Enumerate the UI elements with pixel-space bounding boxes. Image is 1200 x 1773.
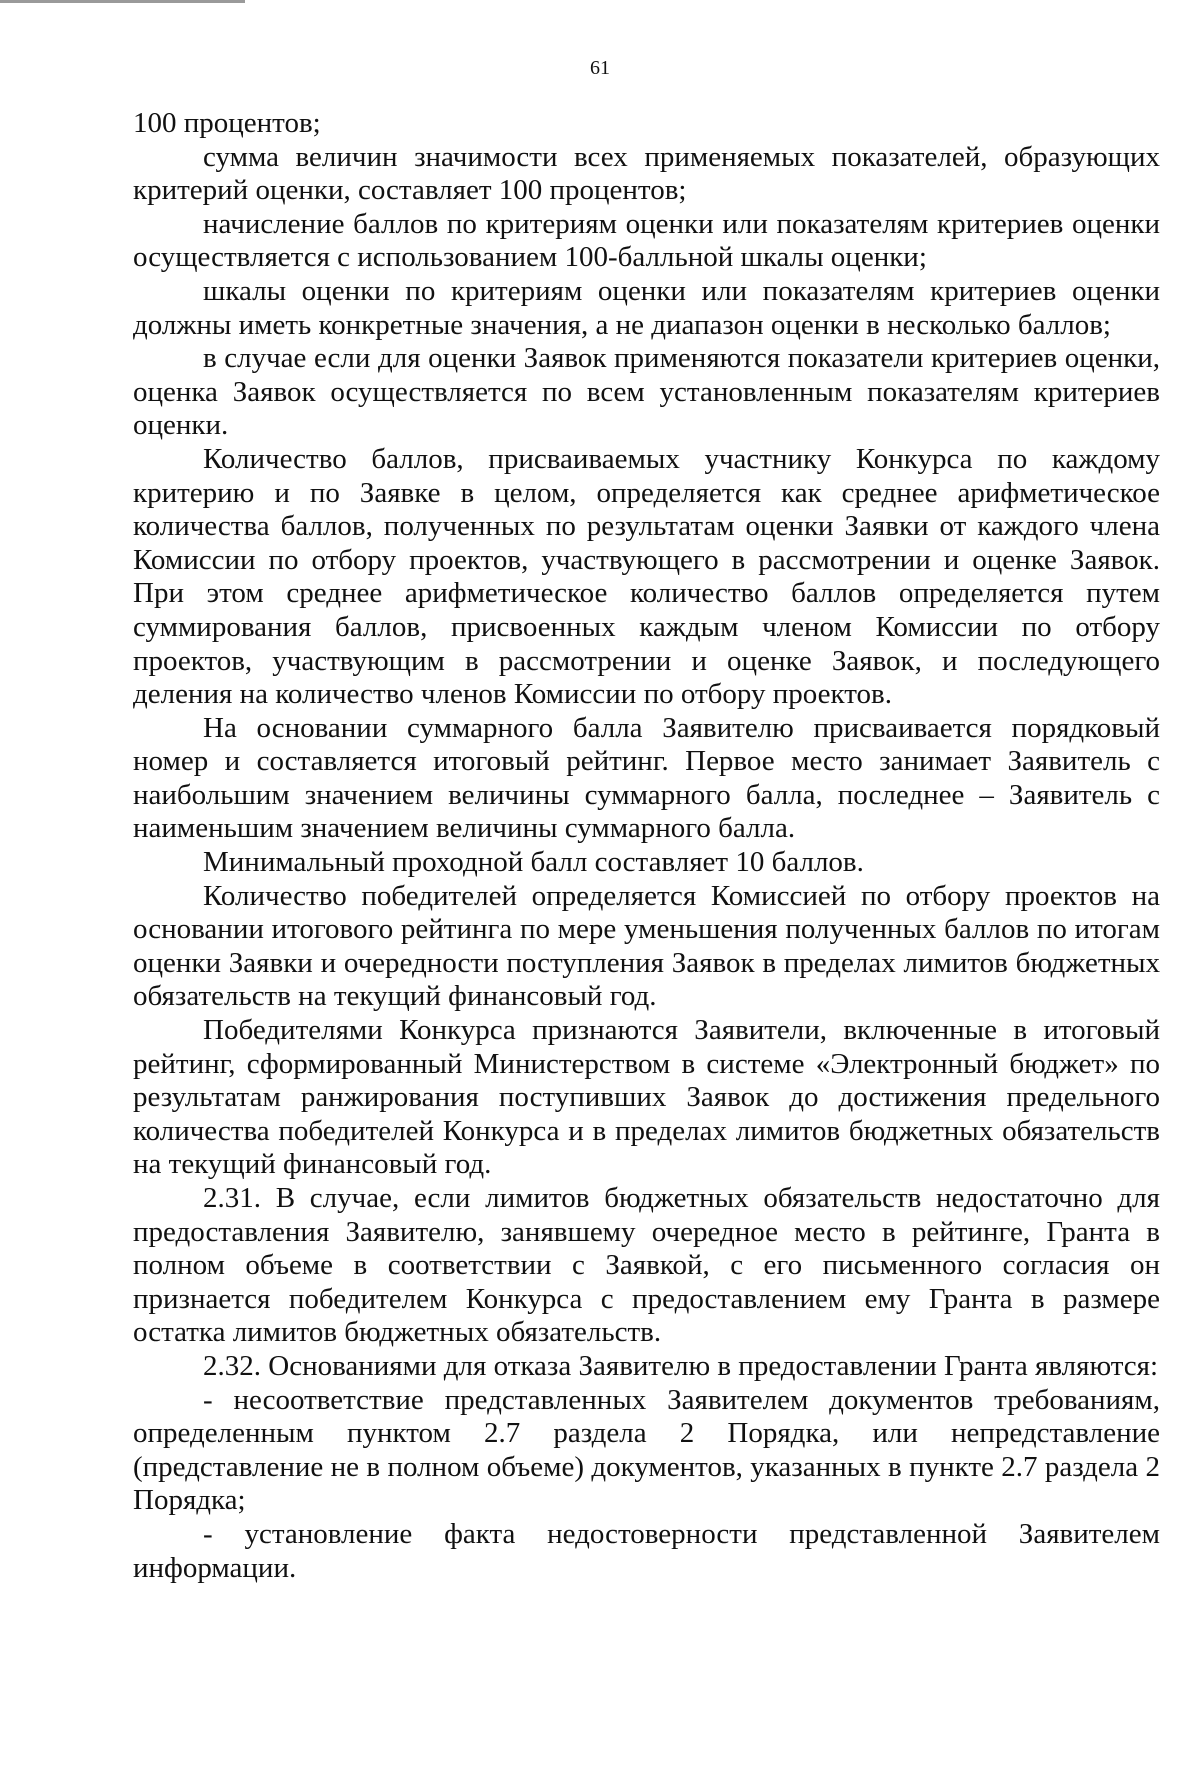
page-number: 61: [590, 57, 610, 79]
paragraph-continuation: 100 процентов;: [133, 107, 321, 139]
paragraph: в случае если для оценки Заявок применяются показатели критериев оценки, оценка Заявок осуществляется по всем установленным показателям критериев оценки.: [133, 342, 1160, 442]
paragraph: начисление баллов по критериям оценки или показателям критериев оценки осуществляется с использованием 100-балльной шкалы оценки;: [133, 207, 1160, 274]
document-body: [133, 107, 1160, 1585]
paragraph: сумма величин значимости всех применяемых показателей, образующих критерий оценки, составляет 100 процентов;: [133, 140, 1160, 207]
paragraph: Количество баллов, присваиваемых участнику Конкурса по каждому критерию и по Заявке в целом, определяется как среднее арифметическое количества баллов, полученных по результатам оценки Заявки от каждого члена Комиссии по отбору проектов, участвующего в рассмотрении и оценке Заявок. При этом среднее арифметическое количество баллов определяется путем суммирования баллов, присвоенных каждым членом Комиссии по отбору проектов, участвующим в рассмотрении и оценке Заявок, и последующего деления на количество членов Комиссии по отбору проектов.: [133, 442, 1160, 711]
paragraph: Минимальный проходной балл составляет 10 баллов.: [203, 846, 864, 879]
scan-edge-line: [0, 0, 245, 3]
paragraph: Количество победителей определяется Комиссией по отбору проектов на основании итогового рейтинга по мере уменьшения полученных баллов по итогам оценки Заявки и очередности поступления Заявок в пределах лимитов бюджетных обязательств на текущий финансовый год.: [133, 879, 1160, 1013]
list-item: - несоответствие представленных Заявителем документов требованиям, определенным пунктом 2.7 раздела 2 Порядка, или непредставление (представление не в полном объеме) документов, указанных в пункте 2.7 раздела 2 Порядка;: [133, 1383, 1160, 1517]
paragraph-section-2-31: 2.31. В случае, если лимитов бюджетных обязательств недостаточно для предоставления Заявителю, занявшему очередное место в рейтинге, Гранта в полном объеме в соответствии с Заявкой, с его письменного согласия он признается победителем Конкурса с предоставлением ему Гранта в размере остатка лимитов бюджетных обязательств.: [133, 1182, 1160, 1349]
paragraph-section-2-32: 2.32. Основаниями для отказа Заявителю в предоставлении Гранта являются:: [203, 1349, 1159, 1382]
paragraph: На основании суммарного балла Заявителю присваивается порядковый номер и составляется итоговый рейтинг. Первое место занимает Заявитель с наибольшим значением величины суммарного балла, последнее – Заявитель с наименьшим значением величины суммарного балла.: [133, 711, 1160, 845]
list-item: - установление факта недостоверности представленной Заявителем информации.: [133, 1517, 1160, 1584]
paragraph: шкалы оценки по критериям оценки или показателям критериев оценки должны иметь конкретные значения, а не диапазон оценки в несколько баллов;: [133, 274, 1160, 341]
paragraph: Победителями Конкурса признаются Заявители, включенные в итоговый рейтинг, сформированный Министерством в системе «Электронный бюджет» по результатам ранжирования поступивших Заявок до достижения предельного количества победителей Конкурса и в пределах лимитов бюджетных обязательств на текущий финансовый год.: [133, 1014, 1160, 1181]
